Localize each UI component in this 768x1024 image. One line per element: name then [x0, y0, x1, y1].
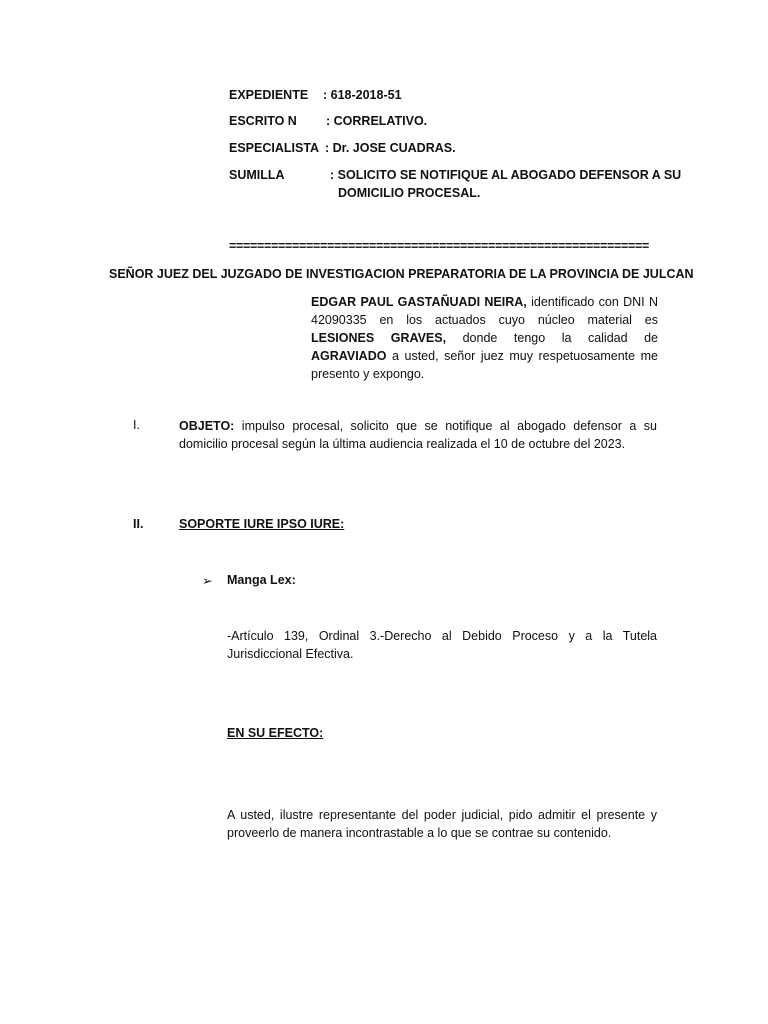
sumilla-label: SUMILLA: [229, 168, 285, 182]
section-1-title: OBJETO:: [179, 419, 235, 433]
sumilla-value-continued: DOMICILIO PROCESAL.: [338, 186, 481, 200]
crime-type: LESIONES GRAVES,: [311, 331, 447, 345]
article-reference: -Artículo 139, Ordinal 3.-Derecho al Debido Proceso y a la Tutela Jurisdiccional Efectiva.: [227, 629, 657, 661]
especialista-label: ESPECIALISTA: [229, 141, 320, 155]
expediente-value: : 618-2018-51: [323, 88, 402, 102]
arrow-bullet-icon: ➢: [202, 574, 213, 588]
effect-paragraph: A usted, ilustre representante del poder judicial, pido admitir el presente y proveerlo de manera incontrastable a lo que se contrae su contenido.: [227, 808, 657, 840]
escrito-label: ESCRITO N: [229, 114, 297, 128]
sumilla-value: : SOLICITO SE NOTIFIQUE AL ABOGADO DEFENSOR A SU: [330, 168, 682, 182]
escrito-value: : CORRELATIVO.: [326, 114, 428, 128]
separator-line: ============================================================: [229, 239, 649, 253]
intro-text-2: donde tengo la calidad de: [446, 331, 659, 345]
petitioner-role: AGRAVIADO: [311, 349, 387, 363]
effect-title: EN SU EFECTO:: [227, 726, 324, 740]
section-1-number: I.: [133, 418, 140, 432]
petitioner-name: EDGAR PAUL GASTAÑUADI NEIRA,: [311, 295, 527, 309]
bullet-label: Manga Lex:: [227, 573, 296, 587]
section-2-number: II.: [133, 517, 144, 531]
intro-text-1: identificado con DNI N 42090335 en los actuados cuyo núcleo material es: [311, 295, 659, 327]
expediente-label: EXPEDIENTE: [229, 88, 309, 102]
section-1-paragraph: [179, 417, 657, 453]
intro-text-3: a usted, señor juez muy respetuosamente me presento y expongo.: [311, 349, 658, 381]
section-1-text: impulso procesal, solicito que se notifique al abogado defensor a su domicilio procesal según la última audiencia realizada el 10 de octubre del 2023.: [179, 419, 657, 451]
intro-paragraph: [311, 293, 658, 383]
section-2-title: SOPORTE IURE IPSO IURE:: [179, 517, 345, 531]
addressee: SEÑOR JUEZ DEL JUZGADO DE INVESTIGACION PREPARATORIA DE LA PROVINCIA DE JULCAN: [109, 267, 694, 281]
especialista-value: : Dr. JOSE CUADRAS.: [325, 141, 456, 155]
